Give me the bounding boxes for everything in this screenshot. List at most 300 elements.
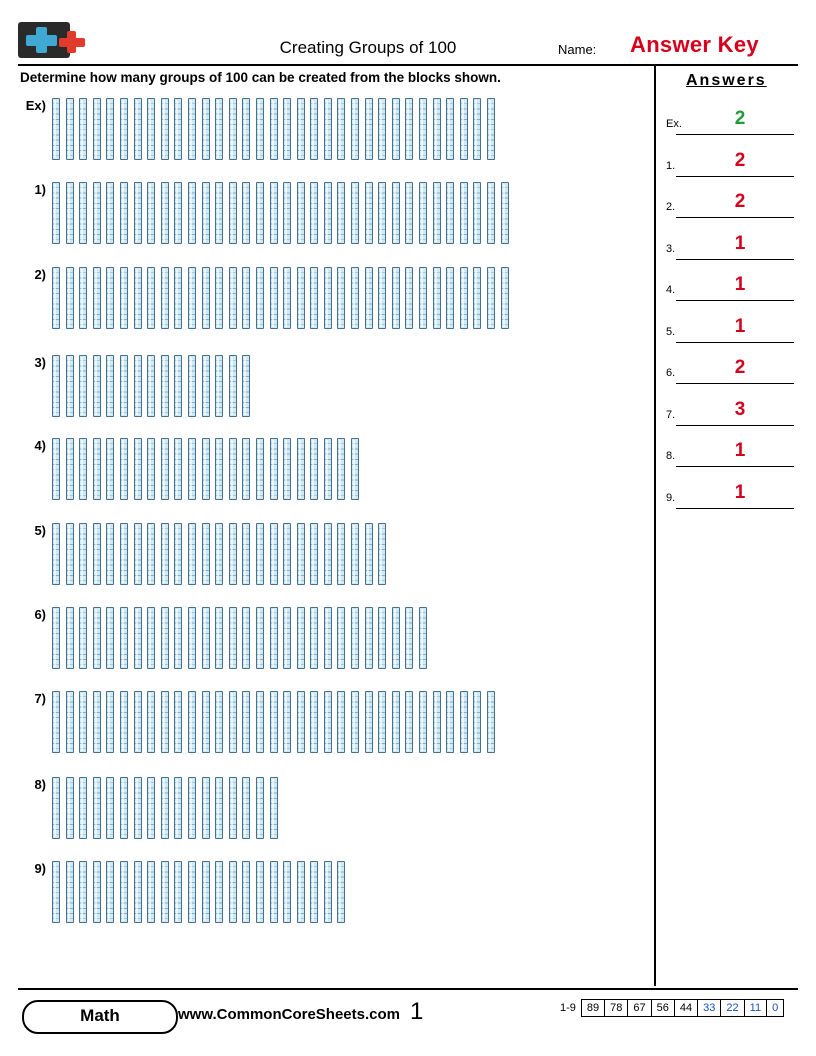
score-cell: 22 — [720, 999, 743, 1017]
base-ten-rod — [310, 438, 318, 500]
score-cell: 0 — [766, 999, 784, 1017]
base-ten-rod — [106, 607, 114, 669]
score-cell: 78 — [604, 999, 627, 1017]
base-ten-rod — [52, 523, 60, 585]
base-ten-rod — [229, 523, 237, 585]
base-ten-rod — [392, 182, 400, 244]
base-ten-rod — [297, 861, 305, 923]
base-ten-rod — [256, 98, 264, 160]
base-ten-rod — [433, 98, 441, 160]
base-ten-rod — [351, 98, 359, 160]
base-ten-rod — [188, 777, 196, 839]
base-ten-rod — [215, 98, 223, 160]
problem-label: Ex) — [25, 98, 46, 113]
page-header — [18, 22, 798, 64]
base-ten-rod — [120, 182, 128, 244]
base-ten-rod — [487, 691, 495, 753]
base-ten-rod — [351, 523, 359, 585]
base-ten-rod — [256, 777, 264, 839]
answer-number: 8. — [666, 450, 676, 462]
base-ten-rod — [188, 861, 196, 923]
base-ten-rod-group — [52, 438, 522, 503]
base-ten-rod — [215, 777, 223, 839]
base-ten-rod — [134, 355, 142, 417]
base-ten-rod — [242, 861, 250, 923]
page-footer — [0, 988, 816, 1048]
base-ten-rod — [270, 861, 278, 923]
answer-blank-line[interactable] — [676, 176, 794, 177]
base-ten-rod-group — [52, 182, 522, 247]
base-ten-rod — [202, 98, 210, 160]
base-ten-rod — [93, 607, 101, 669]
base-ten-rod — [52, 355, 60, 417]
problem-label: 8) — [34, 777, 46, 792]
base-ten-rod — [215, 438, 223, 500]
base-ten-rod — [79, 438, 87, 500]
answer-row — [666, 314, 794, 348]
base-ten-rod — [433, 182, 441, 244]
base-ten-rod — [93, 182, 101, 244]
base-ten-rod — [473, 98, 481, 160]
base-ten-rod — [270, 267, 278, 329]
base-ten-rod — [52, 98, 60, 160]
base-ten-rod — [405, 691, 413, 753]
base-ten-rod — [297, 267, 305, 329]
base-ten-rod — [419, 182, 427, 244]
base-ten-rod — [188, 267, 196, 329]
base-ten-rod — [106, 523, 114, 585]
base-ten-rod — [324, 267, 332, 329]
problem-label: 5) — [34, 523, 46, 538]
base-ten-rod — [256, 438, 264, 500]
base-ten-rod — [283, 523, 291, 585]
base-ten-rod — [174, 607, 182, 669]
base-ten-rod — [337, 607, 345, 669]
instructions-text: Determine how many groups of 100 can be created from the blocks shown. — [20, 70, 501, 85]
base-ten-rod — [147, 777, 155, 839]
base-ten-rod — [66, 438, 74, 500]
base-ten-rod — [419, 691, 427, 753]
base-ten-rod — [106, 98, 114, 160]
answer-blank-line[interactable] — [676, 383, 794, 384]
base-ten-rod — [79, 182, 87, 244]
base-ten-rod — [79, 691, 87, 753]
base-ten-rod — [229, 861, 237, 923]
base-ten-rod — [283, 98, 291, 160]
base-ten-rod — [174, 267, 182, 329]
base-ten-rod — [270, 182, 278, 244]
base-ten-rod — [405, 607, 413, 669]
base-ten-rod — [365, 523, 373, 585]
base-ten-rod — [473, 691, 481, 753]
answer-row — [666, 438, 794, 472]
base-ten-rod — [324, 607, 332, 669]
base-ten-rod-group — [52, 98, 522, 163]
base-ten-rod — [297, 438, 305, 500]
base-ten-rod — [242, 182, 250, 244]
base-ten-rod — [202, 355, 210, 417]
base-ten-rod — [242, 355, 250, 417]
base-ten-rod — [161, 607, 169, 669]
base-ten-rod — [365, 182, 373, 244]
base-ten-rod — [147, 182, 155, 244]
base-ten-rod — [256, 607, 264, 669]
base-ten-rod — [215, 182, 223, 244]
base-ten-rod — [120, 438, 128, 500]
score-cell: 89 — [581, 999, 604, 1017]
base-ten-rod — [93, 777, 101, 839]
base-ten-rod — [120, 607, 128, 669]
base-ten-rod — [324, 861, 332, 923]
base-ten-rod — [147, 355, 155, 417]
score-strip — [560, 1002, 784, 1014]
base-ten-rod — [120, 98, 128, 160]
base-ten-rod — [351, 438, 359, 500]
problem-label: 1) — [34, 182, 46, 197]
answer-blank-line[interactable] — [676, 425, 794, 426]
site-url: www.CommonCoreSheets.com — [178, 1006, 400, 1023]
score-range-label: 1-9 — [560, 1002, 576, 1014]
base-ten-rod — [256, 691, 264, 753]
base-ten-rod — [229, 98, 237, 160]
base-ten-rod — [174, 182, 182, 244]
base-ten-rod — [147, 691, 155, 753]
base-ten-rod — [106, 861, 114, 923]
answer-row — [666, 231, 794, 265]
answer-value: 2 — [734, 108, 746, 129]
base-ten-rod — [93, 523, 101, 585]
base-ten-rod — [365, 267, 373, 329]
base-ten-rod — [460, 267, 468, 329]
base-ten-rod — [202, 691, 210, 753]
base-ten-rod — [188, 438, 196, 500]
base-ten-rod — [256, 523, 264, 585]
page-title: Creating Groups of 100 — [279, 38, 457, 57]
site-logo-icon — [18, 22, 86, 62]
base-ten-rod — [134, 777, 142, 839]
base-ten-rod — [66, 523, 74, 585]
answers-heading: Answers — [686, 72, 767, 89]
base-ten-rod — [66, 182, 74, 244]
base-ten-rod — [215, 267, 223, 329]
base-ten-rod-group — [52, 861, 522, 926]
base-ten-rod — [297, 691, 305, 753]
base-ten-rod — [202, 777, 210, 839]
base-ten-rod-group — [52, 607, 522, 672]
base-ten-rod-group — [52, 355, 522, 420]
answer-row — [666, 480, 794, 514]
base-ten-rod — [460, 98, 468, 160]
base-ten-rod — [310, 861, 318, 923]
base-ten-rod — [460, 691, 468, 753]
answer-row — [666, 148, 794, 182]
base-ten-rod — [419, 607, 427, 669]
base-ten-rod — [161, 861, 169, 923]
answer-number: 7. — [666, 408, 676, 421]
base-ten-rod — [297, 607, 305, 669]
base-ten-rod — [337, 861, 345, 923]
base-ten-rod — [283, 607, 291, 669]
base-ten-rod — [242, 267, 250, 329]
base-ten-rod — [202, 523, 210, 585]
base-ten-rod — [378, 691, 386, 753]
answer-blank-line[interactable] — [676, 134, 794, 135]
base-ten-rod — [174, 861, 182, 923]
answer-blank-line[interactable] — [676, 300, 794, 301]
base-ten-rod — [378, 98, 386, 160]
base-ten-rod — [283, 438, 291, 500]
base-ten-rod — [79, 267, 87, 329]
answer-blank-line[interactable] — [676, 508, 794, 509]
base-ten-rod — [419, 98, 427, 160]
answer-value: 1 — [734, 274, 746, 295]
answer-number: 5. — [666, 325, 676, 338]
base-ten-rod — [188, 182, 196, 244]
answer-blank-line[interactable] — [676, 466, 794, 467]
base-ten-rod — [392, 98, 400, 160]
answer-row — [666, 355, 794, 389]
base-ten-rod — [310, 607, 318, 669]
footer-divider — [18, 988, 798, 990]
base-ten-rod — [134, 691, 142, 753]
base-ten-rod — [93, 267, 101, 329]
base-ten-rod — [93, 355, 101, 417]
base-ten-rod — [202, 182, 210, 244]
base-ten-rod — [134, 523, 142, 585]
answer-value: 1 — [734, 232, 746, 254]
base-ten-rod — [270, 607, 278, 669]
base-ten-rod — [174, 355, 182, 417]
answer-key-badge: Answer Key — [630, 32, 759, 57]
base-ten-rod — [161, 182, 169, 244]
base-ten-rod — [487, 267, 495, 329]
base-ten-rod — [473, 182, 481, 244]
base-ten-rod — [242, 438, 250, 500]
base-ten-rod — [174, 523, 182, 585]
base-ten-rod — [215, 861, 223, 923]
base-ten-rod — [93, 438, 101, 500]
problem-label: 4) — [34, 438, 46, 453]
base-ten-rod — [161, 355, 169, 417]
header-divider — [18, 64, 798, 66]
base-ten-rod — [229, 777, 237, 839]
base-ten-rod — [310, 691, 318, 753]
base-ten-rod — [337, 267, 345, 329]
base-ten-rod — [324, 438, 332, 500]
base-ten-rod — [120, 777, 128, 839]
base-ten-rod — [52, 607, 60, 669]
base-ten-rod — [270, 691, 278, 753]
base-ten-rod — [120, 523, 128, 585]
base-ten-rod — [501, 182, 509, 244]
base-ten-rod — [487, 98, 495, 160]
base-ten-rod — [283, 267, 291, 329]
answer-value: 2 — [734, 191, 746, 212]
score-cell: 44 — [674, 999, 697, 1017]
base-ten-rod — [460, 182, 468, 244]
base-ten-rod — [66, 861, 74, 923]
base-ten-rod-group — [52, 267, 522, 332]
base-ten-rod — [161, 98, 169, 160]
base-ten-rod — [270, 777, 278, 839]
base-ten-rod — [215, 691, 223, 753]
base-ten-rod — [324, 691, 332, 753]
problem-label: 9) — [34, 861, 46, 876]
answer-blank-line[interactable] — [676, 217, 794, 218]
base-ten-rod-group — [52, 523, 522, 588]
answer-row — [666, 397, 794, 431]
base-ten-rod — [473, 267, 481, 329]
base-ten-rod — [324, 182, 332, 244]
base-ten-rod — [324, 523, 332, 585]
base-ten-rod — [351, 182, 359, 244]
base-ten-rod — [270, 523, 278, 585]
base-ten-rod — [52, 777, 60, 839]
base-ten-rod — [134, 182, 142, 244]
base-ten-rod — [297, 523, 305, 585]
base-ten-rod — [242, 98, 250, 160]
answer-number: 2. — [666, 201, 676, 213]
base-ten-rod — [378, 267, 386, 329]
score-cell: 33 — [697, 999, 720, 1017]
base-ten-rod — [501, 267, 509, 329]
base-ten-rod — [106, 777, 114, 839]
base-ten-rod — [106, 438, 114, 500]
base-ten-rod — [134, 607, 142, 669]
base-ten-rod — [487, 182, 495, 244]
base-ten-rod — [215, 607, 223, 669]
base-ten-rod — [134, 267, 142, 329]
base-ten-rod — [161, 523, 169, 585]
base-ten-rod — [310, 267, 318, 329]
answer-value: 2 — [734, 357, 746, 378]
name-label: Name: — [558, 42, 597, 57]
answer-number: Ex. — [666, 118, 682, 130]
base-ten-rod-group — [52, 691, 522, 756]
logo-blue-plus-vertical — [36, 27, 47, 53]
base-ten-rod — [202, 607, 210, 669]
base-ten-rod — [283, 182, 291, 244]
base-ten-rod — [79, 607, 87, 669]
base-ten-rod — [405, 98, 413, 160]
base-ten-rod — [337, 98, 345, 160]
problem-label: 3) — [34, 355, 46, 370]
base-ten-rod — [147, 267, 155, 329]
base-ten-rod — [283, 861, 291, 923]
base-ten-rod — [93, 691, 101, 753]
answer-value: 1 — [734, 315, 746, 337]
base-ten-rod — [52, 182, 60, 244]
problem-label: 2) — [34, 267, 46, 282]
answers-column-divider — [654, 66, 656, 986]
base-ten-rod — [120, 691, 128, 753]
base-ten-rod — [66, 691, 74, 753]
base-ten-rod — [446, 182, 454, 244]
base-ten-rod — [93, 98, 101, 160]
page-number: 1 — [410, 998, 424, 1025]
answer-number: 3. — [666, 242, 676, 255]
base-ten-rod — [174, 438, 182, 500]
base-ten-rod — [242, 523, 250, 585]
base-ten-rod — [229, 607, 237, 669]
base-ten-rod — [378, 182, 386, 244]
base-ten-rod — [147, 98, 155, 160]
logo-red-plus-vertical — [67, 31, 76, 53]
base-ten-rod — [161, 438, 169, 500]
answer-blank-line[interactable] — [676, 259, 794, 260]
base-ten-rod — [161, 691, 169, 753]
base-ten-rod — [337, 438, 345, 500]
answer-row — [666, 189, 794, 223]
base-ten-rod — [310, 98, 318, 160]
base-ten-rod — [256, 182, 264, 244]
base-ten-rod — [66, 267, 74, 329]
base-ten-rod — [188, 355, 196, 417]
base-ten-rod — [229, 438, 237, 500]
base-ten-rod — [256, 267, 264, 329]
base-ten-rod — [52, 267, 60, 329]
base-ten-rod — [405, 182, 413, 244]
base-ten-rod — [351, 607, 359, 669]
base-ten-rod — [433, 267, 441, 329]
base-ten-rod-group — [52, 777, 522, 842]
base-ten-rod — [79, 861, 87, 923]
base-ten-rod — [66, 607, 74, 669]
base-ten-rod — [392, 691, 400, 753]
base-ten-rod — [229, 267, 237, 329]
base-ten-rod — [93, 861, 101, 923]
base-ten-rod — [134, 438, 142, 500]
base-ten-rod — [215, 355, 223, 417]
base-ten-rod — [188, 98, 196, 160]
base-ten-rod — [419, 267, 427, 329]
base-ten-rod — [446, 98, 454, 160]
base-ten-rod — [161, 267, 169, 329]
base-ten-rod — [174, 98, 182, 160]
base-ten-rod — [79, 98, 87, 160]
base-ten-rod — [147, 607, 155, 669]
base-ten-rod — [337, 523, 345, 585]
base-ten-rod — [242, 607, 250, 669]
base-ten-rod — [52, 691, 60, 753]
base-ten-rod — [392, 267, 400, 329]
base-ten-rod — [174, 777, 182, 839]
base-ten-rod — [297, 182, 305, 244]
base-ten-rod — [433, 691, 441, 753]
problem-label: 6) — [34, 607, 46, 622]
base-ten-rod — [242, 691, 250, 753]
answer-value: 3 — [734, 398, 746, 420]
base-ten-rod — [405, 267, 413, 329]
answer-number: 9. — [666, 491, 676, 504]
base-ten-rod — [106, 267, 114, 329]
score-cell: 67 — [627, 999, 650, 1017]
base-ten-rod — [188, 523, 196, 585]
base-ten-rod — [378, 607, 386, 669]
base-ten-rod — [147, 438, 155, 500]
base-ten-rod — [120, 267, 128, 329]
base-ten-rod — [256, 861, 264, 923]
base-ten-rod — [106, 182, 114, 244]
answer-blank-line[interactable] — [676, 342, 794, 343]
subject-badge: Math — [22, 1000, 178, 1034]
base-ten-rod — [106, 691, 114, 753]
base-ten-rod — [229, 691, 237, 753]
answer-value: 2 — [734, 149, 746, 171]
base-ten-rod — [202, 267, 210, 329]
base-ten-rod — [446, 691, 454, 753]
base-ten-rod — [134, 98, 142, 160]
